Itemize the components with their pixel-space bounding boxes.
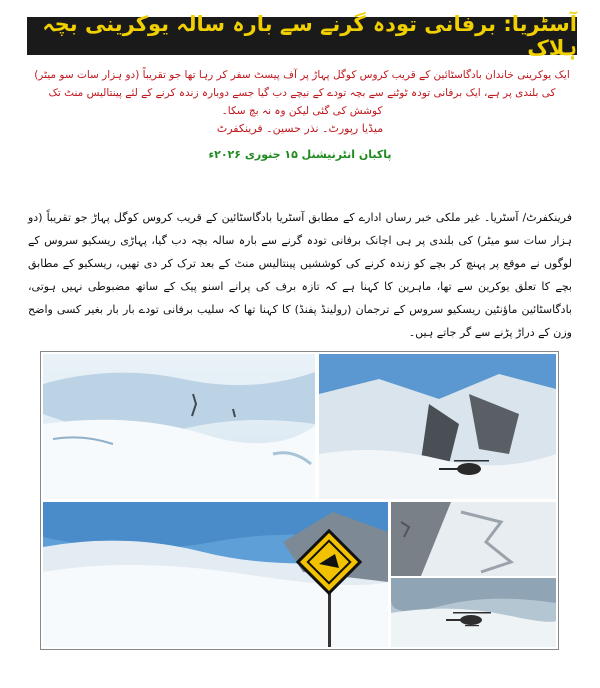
intro-summary: ایک یوکرینی خاندان بادگاسٹائین کے قریب کروس کوگل پہاڑ پر آف پیسٹ سفر کر رہا تھا جو تقریباً (دو ہزار سات سو میٹر) کی بلندی پر ہے، ایک برفانی تودہ ٹوٹنے سے بچہ تودے کے نیچے دب گیا جسے دوبارہ زندہ کرنے کے لئے پینتالیس منٹ تک کوشش کی گئی لیکن وہ نہ بچ سکا۔ — [34, 69, 570, 117]
snowy-slope-photo — [43, 354, 315, 499]
avalanche-warning-sign-photo — [43, 502, 388, 647]
avalanche-debris-photo — [391, 502, 556, 576]
photo-collage — [40, 351, 559, 650]
rescue-helicopter-photo — [391, 578, 556, 647]
headline-bar — [27, 12, 577, 60]
headline: آسٹریا: برفانی تودہ گرنے سے بارہ سالہ یوکرینی بچہ ہلاک — [42, 12, 577, 60]
article-body: فرینکفرٹ/ آسٹریا۔ غیر ملکی خبر رساں ادارے کے مطابق آسٹریا بادگاسٹائین کے قریب کروس کوگل پہاڑ جو تقریباً (دو ہزار سات سو میٹر) کی بلندی پر ہی اچانک برفانی تودہ گرنے سے بارہ سالہ بچہ دب گیا، پہاڑی ریسکیو سروس کے لوگوں نے موقع پر پہنچ کر بچے کو زندہ کرنے کی کوششیں پینتالیس منٹ کے بعد ترک کر دی تھیں، ریسکیو کے مطابق بچے کا تعلق یوکرین سے تھا، ماہرین کا کہنا ہے کہ تازہ برف کی پرانے اسنو پیک کے ساتھ مضبوطی نہیں ہوتی، بادگاسٹائین ماؤنٹین ریسکیو سروس کے ترجمان (رولینڈ پفنڈ) کا کہنا تھا کہ سلیب برفانی تودے بار بار بغیر کسی واضح وزن کے دراڑ پڑنے سے گر جاتے ہیں۔ — [28, 211, 572, 339]
helicopter-mountain-photo — [319, 354, 556, 499]
byline: میڈیا رپورٹ۔ نذر حسین۔ فرینکفرٹ — [216, 122, 384, 135]
dateline: پاکبان انٹرنیشنل ۱۵ جنوری ۲۰۲۶ء — [208, 148, 392, 161]
